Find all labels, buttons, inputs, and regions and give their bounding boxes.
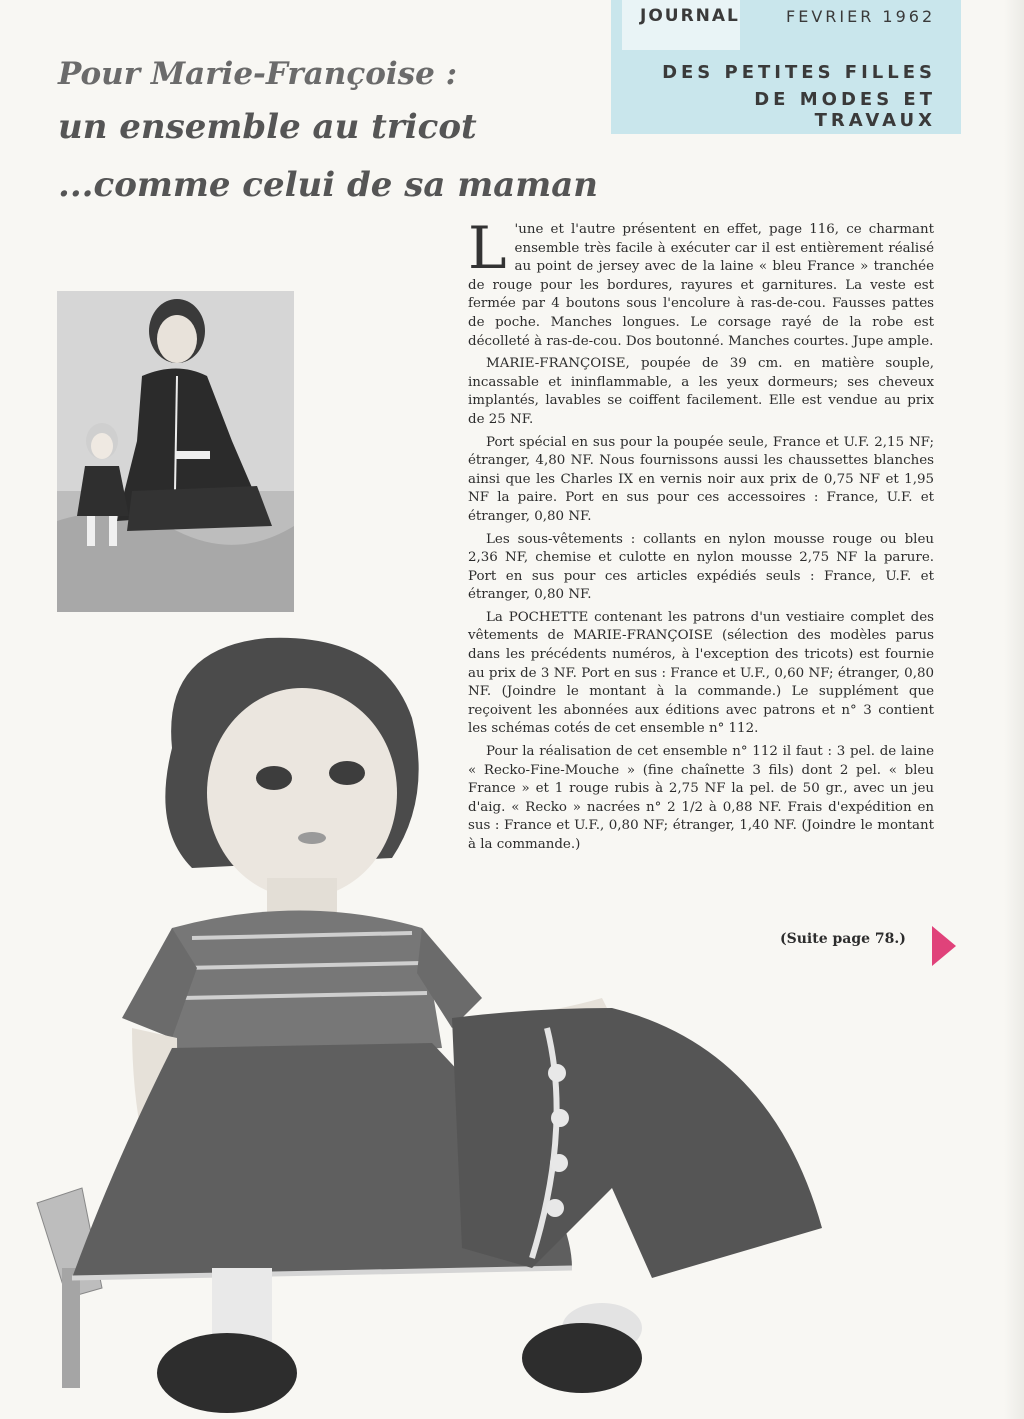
- title-line-1: Pour Marie-Françoise :: [58, 56, 458, 92]
- paragraph-5: La POCHETTE contenant les patrons d'un vestiaire complet des vêtements de MARIE-FRANÇOISE (sélection des modèles parus dans les précédents numéros, à l'exception des tricots) est fournie au prix de 3 NF. Port en sus : France et U.F., 0,60 NF; étranger, 0,80 NF. (Joindre le montant à la commande.) Le supplément que reçoivent les abonnées aux éditions avec patrons et n° 3 contient les schémas cotés de cet ensemble n° 112.: [468, 609, 934, 737]
- paragraph-2: MARIE-FRANÇOISE, poupée de 39 cm. en matière souple, incassable et ininflammable, a les yeux dormeurs; ses cheveux implantés, lavables se coiffent facilement. Elle est vendue au prix de 25 NF.: [468, 356, 934, 427]
- article-body: [468, 214, 934, 859]
- title-line-2: un ensemble au tricot: [58, 107, 477, 147]
- paragraph-1: [468, 214, 934, 351]
- arrow-right-icon: [932, 926, 956, 966]
- paragraph-6: Pour la réalisation de cet ensemble n° 112 il faut : 3 pel. de laine « Recko-Fine-Mouche » (fine chaînette 3 fils) dont 2 pel. « bleu France » et 1 rouge rubis à 2,75 NF la pel. de 50 gr., avec un jeu d'aig. « Recko » nacrées n° 2 1/2 à 0,88 NF. Frais d'expédition en sus : France et U.F., 0,80 NF; étranger, 1,40 NF. (Joindre le montant à la commande.): [468, 744, 934, 852]
- journal-subtitle-line2: DE MODES ET TRAVAUX: [754, 89, 936, 131]
- paragraph-4: Les sous-vêtements : collants en nylon mousse rouge ou bleu 2,36 NF, chemise et culotte en nylon mousse 2,75 NF la parure. Port en sus pour ces articles expédiés seuls : France, U.F. et étranger, 0,80 NF.: [468, 531, 934, 603]
- page-edge: [1004, 0, 1024, 1419]
- continued-note: (Suite page 78.): [780, 931, 906, 947]
- issue-date: FEVRIER 1962: [786, 7, 936, 26]
- girl-and-doll-illustration: [57, 291, 294, 612]
- girl-and-doll-photo: [57, 291, 294, 612]
- article-title: [58, 50, 598, 214]
- paragraph-3: Port spécial en sus pour la poupée seule, France et U.F. 2,15 NF; étranger, 4,80 NF. Nous fournissons aussi les chaussettes blanches ainsi que les Charles IX en vernis noir aux prix de 0,75 NF et 1,95 NF la paire. Port en sus pour ces accessoires : France, U.F. et étranger, 0,80 NF.: [468, 434, 934, 524]
- journal-subtitle-line1: DES PETITES FILLES: [662, 62, 936, 83]
- dropcap-letter: L: [468, 214, 507, 282]
- paragraph-1-text: 'une et l'autre présentent en effet, page 116, ce charmant ensemble très facile à exécuter car il est entièrement réalisé au point de jersey avec de la laine « bleu France » tranchée de rouge pour les bordures, rayures et garnitures. La veste est fermée par 4 boutons sous l'encolure à ras-de-cou. Fausses pattes de poche. Manches longues. Le corsage rayé de la robe est décolleté à ras-de-cou. Dos boutonné. Manches courtes. Jupe ample.: [468, 222, 934, 349]
- title-line-3: ...comme celui de sa maman: [58, 165, 599, 205]
- journal-label: JOURNAL: [640, 6, 740, 26]
